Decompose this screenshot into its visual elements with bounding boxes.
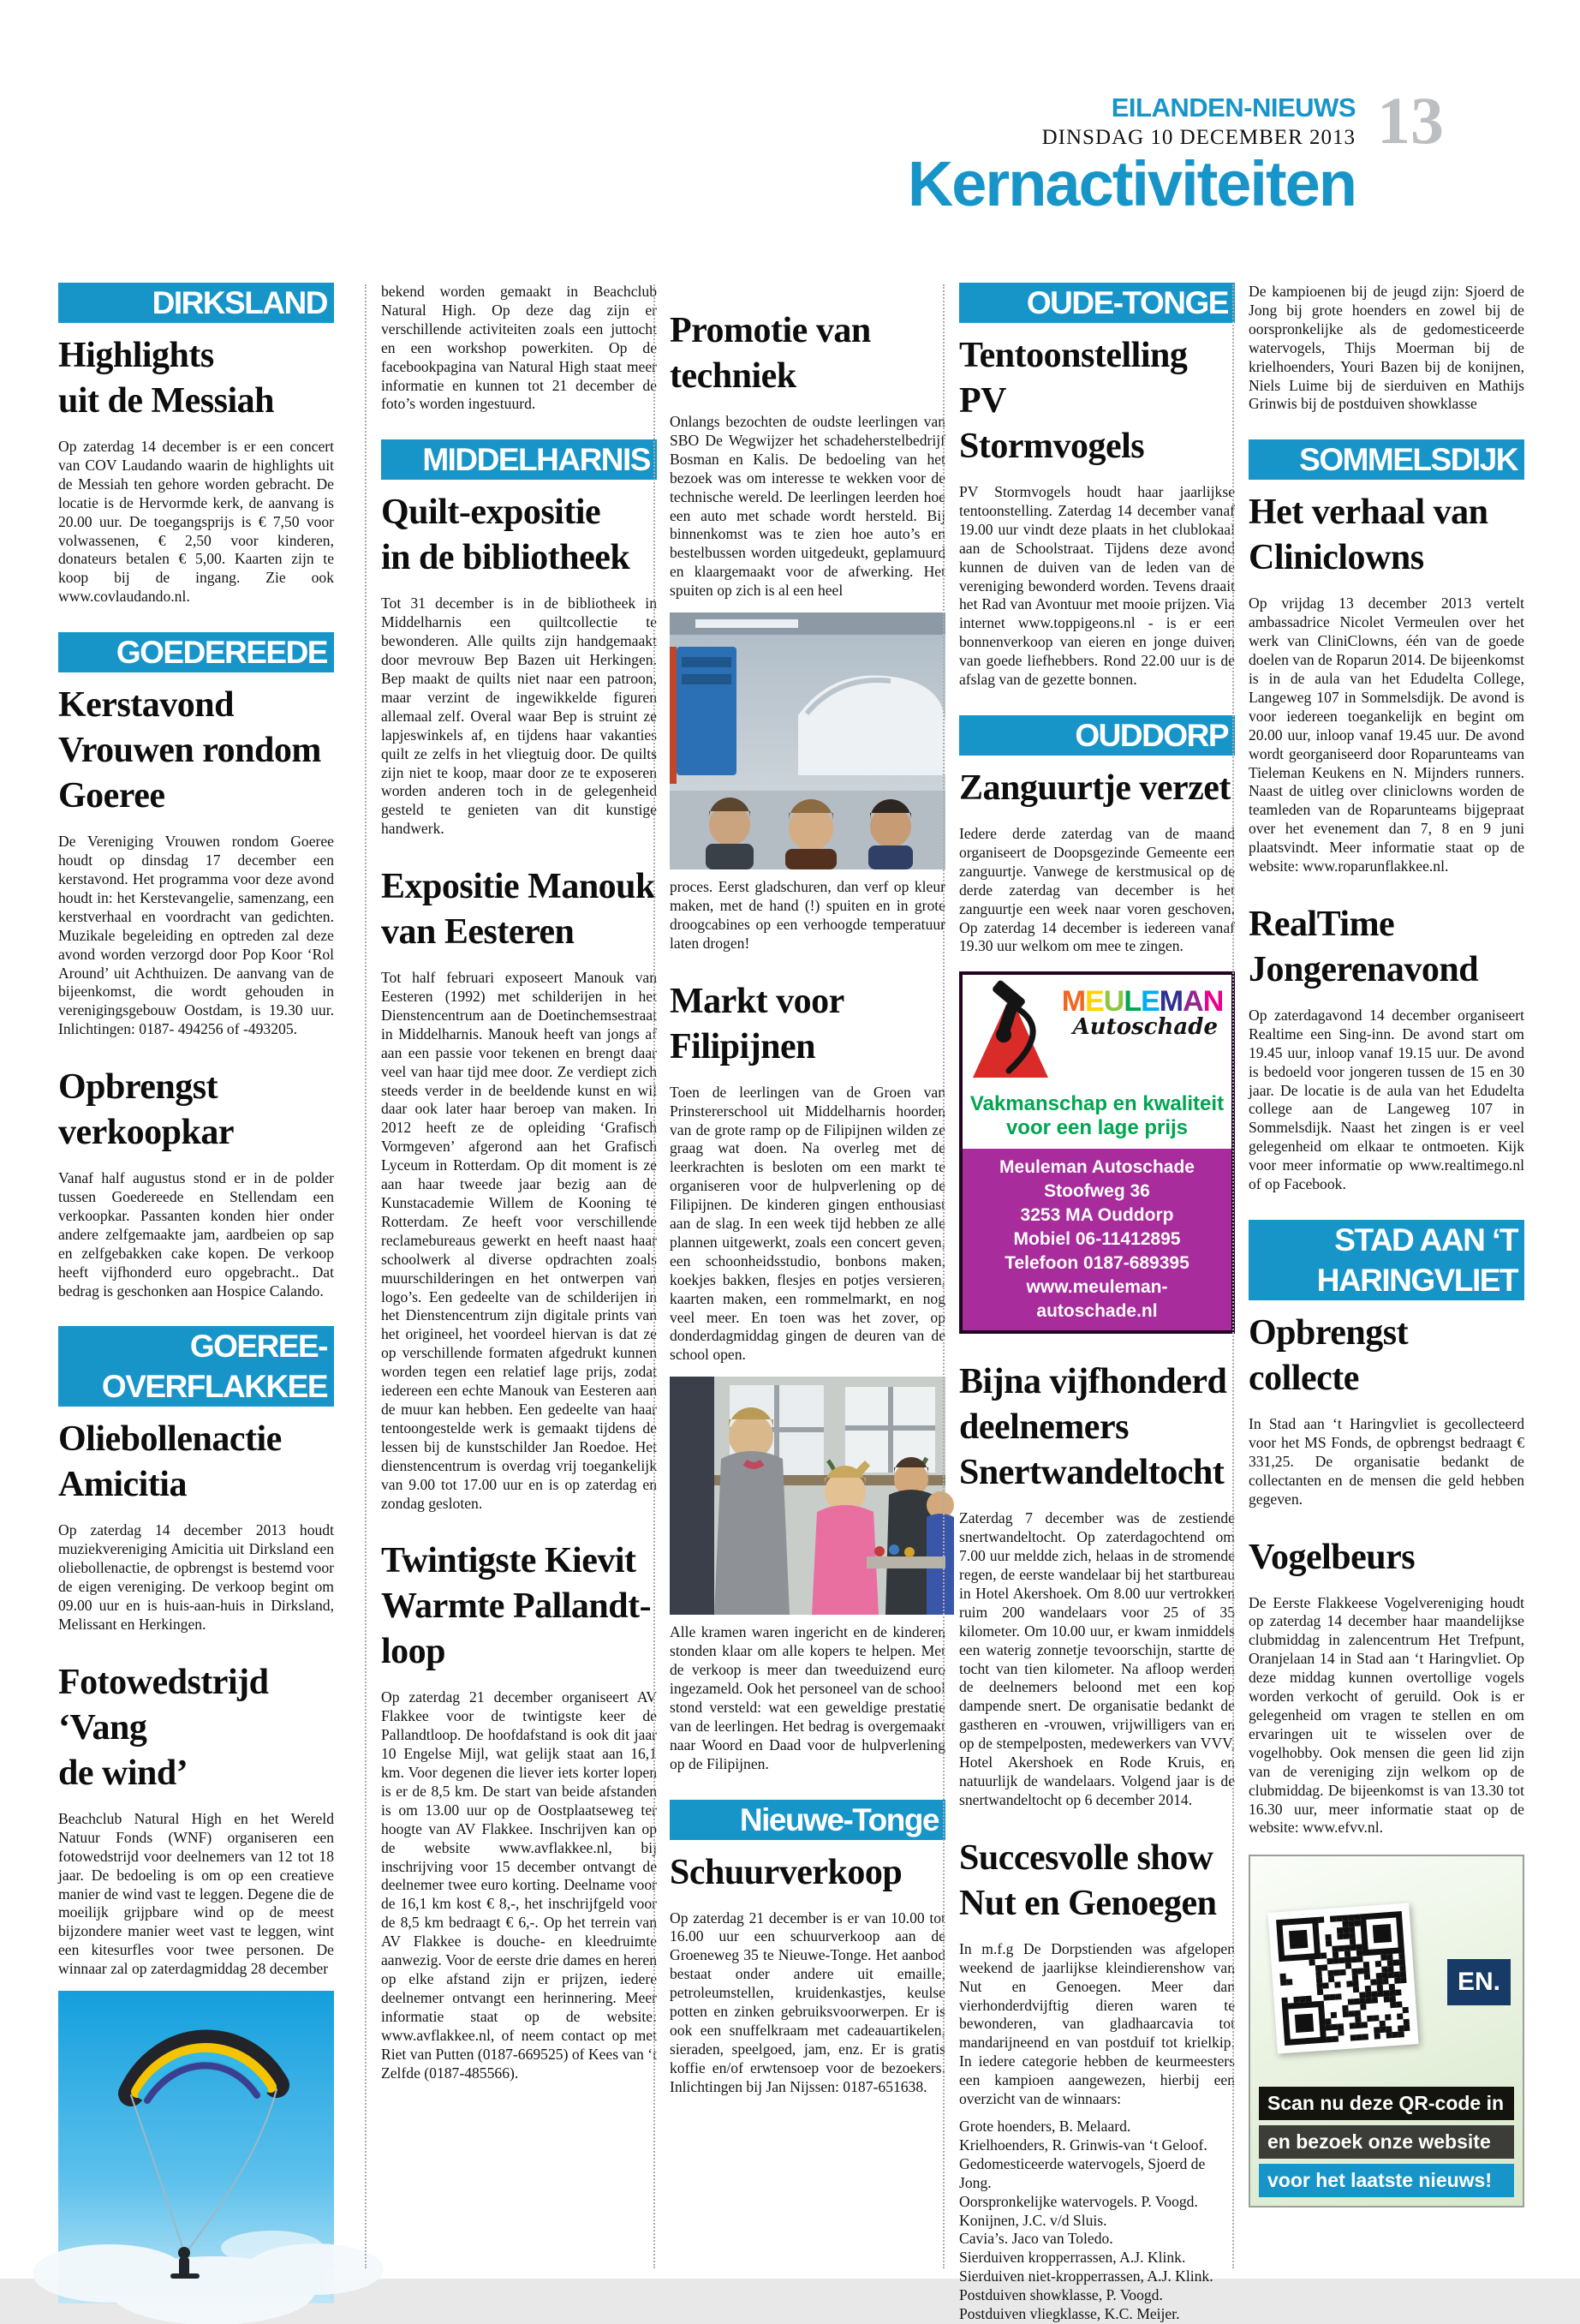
article-heading-line: techniek xyxy=(670,356,796,396)
meuleman-brand-letter: M xyxy=(1159,985,1184,1019)
region-banner-label: OUDE-TONGE xyxy=(1026,285,1228,320)
article-paragraph: Op zaterdag 21 december is er van 10.00 tot 16.00 uur een schuurverkoop aan de Groeneweg 35 te Nieuwe-Tonge. Het aanbod bestaat onder andere uit emaille, petroleumstellen, kruidenkastjes, keulse potten en zinken gebruiksvoorwerpen. Er is ook een snuffelkraam met cadeauartikelen, sieraden, speelgoed, jam, enz. Er is gratis koffie en/of erwtensoep voor de bezoekers. Inlichtingen bij Jan Nijssen: 0187-651638. xyxy=(670,1909,945,2095)
school-market-photo xyxy=(670,1377,945,1615)
article-heading-line: loop xyxy=(381,1632,446,1672)
article-paragraph: bekend worden gemaakt in Beachclub Natural High. Op deze dag zijn er verschillende activiteiten zoals een juttocht en een workshop powerkiten. Op de facebookpagina van Natural High staat meer informatie en kunnen tot 21 december de foto’s worden ingestuurd. xyxy=(381,283,657,413)
results-list-item: Gedomesticeerde watervogels, Sjoerd de Jong. xyxy=(959,2154,1206,2191)
article-heading xyxy=(58,683,334,819)
results-list-item: Sierduiven niet-kropperrassen, A.J. Klink. xyxy=(959,2267,1213,2285)
results-list-item: Oorspronkelijke watervogels. P. Voogd. xyxy=(959,2192,1198,2210)
article-paragraph: Onlangs bezochten de oudste leerlingen van SBO De Wegwijzer het schadeherstelbedrijf Bosman en Kalis. De bedoeling van het bezoek was om interesse te wekken voor de technische wereld. De leerlingen leerden hoe een auto met schade wordt hersteld. Bij binnenkomst was te zien hoe auto’s en bestelbussen worden uitgedeukt, geplamuurd en klaargemaakt voor de afwerking. Het spuiten op zich is al een heel xyxy=(670,413,945,600)
article-paragraph: Toen de leerlingen van de Groen van Prinstererschool uit Middelharnis hoorden van de grote ramp op de Filipijnen wilden ze graag wat doen. Na overleg met de leerkrachten is besloten om een markt te organiseren voor de hulpverlening op de Filipijnen. De kinderen gingen enthousiast aan de slag. In een week tijd hebben ze alle plannen uitgewerkt, zoals een concert geven, een schoonheidsstudio, bonbons maken, koekjes bakken, flesjes en potjes versieren, kaarten maken, een rommelmarkt, en nog veel meer. En toen was het zover, op donderdagmiddag gingen de deuren van de school open. xyxy=(670,1083,945,1364)
article-heading-line: uit de Messiah xyxy=(58,381,275,421)
meuleman-tagline-line: voor een lage prijs xyxy=(1005,1116,1189,1140)
region-banner xyxy=(959,283,1235,323)
article-heading-line: Fotowedstrijd ‘Vang xyxy=(58,1662,269,1747)
article-heading xyxy=(58,1065,334,1156)
article-heading-line: de wind’ xyxy=(58,1753,188,1793)
meuleman-brand-letter: L xyxy=(1124,985,1142,1019)
article-paragraph: Beachclub Natural High en het Wereld Natuur Fonds (WNF) organiseren een fotowedstrijd voor deelnemers van 12 tot 18 jaar. De bedoeling is om op een creatieve manier de wind vast te leggen. Degene die de moeilijk grijpbare wind op de meest bijzondere manier weet vast te leggen, wint een kitesurfles voor twee personen. De winnaar zal op zaterdagmiddag 28 december xyxy=(58,1809,334,1978)
meuleman-address-line: Stoofweg 36 xyxy=(1044,1181,1150,1202)
article-heading xyxy=(959,1359,1235,1496)
article-heading-line: Amicitia xyxy=(58,1465,187,1505)
meuleman-address-box xyxy=(963,1149,1231,1330)
article-heading-line: Jongerenavond xyxy=(1249,949,1479,989)
article-heading-line: Filipijnen xyxy=(670,1026,816,1066)
region-banner xyxy=(58,632,334,672)
article-paragraph: Tot 31 december is in de bibliotheek in Middelharnis een quiltcollectie te bewonderen. Alle quilts zijn handgemaakt door mevrouw Bep Bazen uit Herkingen. Bep maakt de quilts niet naar een patroon, maar verzint de ingewikkelde figuren allemaal zelf. Overal waar Bep is struint ze lapjeswinkels af, en tijdens haar vakanties quilt ze zelfs in het vliegtuig door. De quilts zijn niet te koop, maar door ze te exposeren worden anderen toch in de gelegenheid gesteld te genieten van dit kunstige handwerk. xyxy=(381,594,657,838)
column-5 xyxy=(1249,283,1524,2272)
column-1 xyxy=(58,283,334,2272)
masthead xyxy=(1042,93,1356,150)
results-list-item: Postduiven showklasse, P. Voogd. xyxy=(959,2286,1163,2304)
results-list-item: Sierduiven kropperrassen, A.J. Klink. xyxy=(959,2249,1186,2267)
meuleman-brand-block xyxy=(1058,982,1226,1040)
results-list-item: Postduiven vliegklasse, K.C. Meijer. xyxy=(959,2305,1180,2323)
section-title: Kernactiviteiten xyxy=(907,148,1356,219)
article-paragraph: proces. Eerst gladschuren, dan verf op kleur maken, met de hand (!) spuiten en in grote droogcabines op een verhoogde temperatuur laten drogen! xyxy=(670,878,945,952)
qr-ad-text-line: voor het laatste nieuws! xyxy=(1259,2164,1514,2197)
article-paragraph: Op zaterdag 14 december 2013 houdt muziekvereniging Amicitia uit Dirksland een oliebollenactie, de opbrengst is bestemd voor de eigen vereniging. De verkoop begint om 09.00 uur en is huis-aan-huis in Dirksland, Melissant en Herkingen. xyxy=(58,1521,334,1633)
article-paragraph: De Eerste Flakkeese Vogelvereniging houdt op zaterdag 14 december haar maandelijkse clubmiddag in zalencentrum Het Trefpunt, Oranjelaan 14 in Stad aan ‘t Haringvliet. Op deze middag kunnen overtollige vogels worden verkocht of geruild. Ook is er gelegenheid om vragen te stellen en om ervaringen uit te wisselen over de vogelhobby. Ook mensen die geen lid zijn van de vereniging zijn welkom op de clubmiddag. De bijeenkomst is van 13.30 tot 16.30 uur, meer informatie staat op de website: www.efvv.nl. xyxy=(1249,1593,1524,1837)
meuleman-brand-letter: U xyxy=(1103,985,1124,1019)
article-heading xyxy=(959,333,1235,469)
article-heading-line: Cliniclowns xyxy=(1249,538,1424,578)
article-heading-line: Quilt-expositie xyxy=(381,493,601,533)
article-paragraph: Alle kramen waren ingericht en de kinderen stonden klaar om alle kopers te helpen. Met de verkoop is meer dan tweeduizend euro ingezameld. Ook het personeel van de school stond versteld: wat een geweldige prestatie van de leerlingen. Het bedrag is overgemaakt naar Woord en Daad voor de hulpverlening op de Filipijnen. xyxy=(670,1623,945,1772)
region-banner-label: MIDDELHARNIS xyxy=(422,442,650,478)
article-heading xyxy=(1249,490,1524,581)
article-heading-line: in de bibliotheek xyxy=(381,538,630,578)
meuleman-address-line: Mobiel 06-11412895 xyxy=(1013,1229,1181,1250)
region-banner-label: GOEREE- xyxy=(189,1329,327,1365)
article-paragraph: De kampioenen bij de jeugd zijn: Sjoerd de Jong bij grote hoenders en zowel bij de oorspronkelijke als de gedomesticeerde watervogels, Thijs Moerman bij de krielhoenders, Youri Bazen bij de konijnen, Niels Luime bij de sierduiven en Mathijs Grinwis bij de postduiven showklasse xyxy=(1249,283,1524,413)
region-banner-label: GOEDEREEDE xyxy=(116,635,327,671)
qr-ad-text-bars xyxy=(1259,2082,1514,2197)
article-heading xyxy=(58,1417,334,1508)
article-heading-line: Expositie Manouk xyxy=(381,867,655,907)
article-heading-line: Highlights xyxy=(58,336,214,375)
region-banner xyxy=(959,715,1235,756)
column-separator xyxy=(943,284,945,2268)
article-paragraph: PV Stormvogels houdt haar jaarlijkse tentoonstelling. Zaterdag 14 december vanaf 19.00 uur vindt deze plaats in het clublokaal aan de Schoolstraat. Tijdens deze avond kunnen de duiven van de leden van de vereniging bewonderd worden. Tevens draait het Rad van Avontuur met mooie prijzen. Via internet www.toppigeons.nl - is er een bonnenverkoop van eieren en jonge duiven van goede liefhebbers. Rond 22.00 uur is de afslag van de gezette bonnen. xyxy=(959,483,1235,689)
page-number: 13 xyxy=(1377,83,1444,158)
qr-ad-text-line: Scan nu deze QR-code in xyxy=(1259,2087,1514,2120)
article-paragraph: Op zaterdag 14 december is er een concert van COV Laudando waarin de highlights uit de Messiah ten gehore worden gebracht. De locatie is de Hervormde kerk, de aanvang is 20.00 uur. De toegangsprijs is € 7,50 voor volwassenen, € 2,50 voor kinderen, donateurs betalen € 5,00. Kaarten zijn te koop bij de ingang. Zie ook www.covlaudando.nl. xyxy=(58,438,334,606)
article-heading-line: Markt voor xyxy=(670,981,844,1021)
meuleman-brand-name xyxy=(1058,985,1226,1019)
article-paragraph: In m.f.g De Dorpstienden was afgelopen weekend de jaarlijkse kleindierenshow van Nut en Genoegen. Meer dan vierhonderdvijftig dieren waren te bewonderen, van gladhaarcavia tot mandarijneend en van postduif tot krielkip. In iedere categorie hebben de keurmeesters een kampioen aangewezen, hierbij een overzicht van de winnaars: xyxy=(959,1939,1235,2108)
article-heading xyxy=(58,1660,334,1796)
meuleman-address-line: www.meuleman-autoschade.nl xyxy=(1026,1277,1168,1322)
region-banner-label: HARINGVLIET xyxy=(1316,1263,1517,1298)
article-heading xyxy=(1249,1535,1524,1580)
meuleman-brand-letter: A xyxy=(1183,985,1203,1019)
qr-ad-text-line: en bezoek onze website xyxy=(1259,2125,1514,2159)
results-list-item: Konijnen, J.C. v/d Sluis. xyxy=(959,2211,1107,2229)
article-heading xyxy=(381,490,657,581)
newspaper-logo: EILANDEN-NIEUWS xyxy=(1111,93,1356,122)
article-heading-line: Opbrengst xyxy=(58,1067,218,1108)
article-heading xyxy=(1249,1311,1524,1401)
meuleman-address-line: Telefoon 0187-689395 xyxy=(1005,1253,1189,1274)
article-paragraph: Op zaterdag 21 december organiseert AV Flakkee voor de twintigste keer de Pallandtloop. De hoofdafstand is ook dit jaar 10 Engelse Mijl, wat gelijk staat aan 16,1 km. Voor degenen die liever iets korter lopen is er de 8,5 km. De start van beide afstanden is om 13.00 uur op de Oostplaatseweg ter hoogte van AV Flakkee. Inschrijven kan op de website www.avflakkee.nl, bij inschrijving voor 15 december ontvangt de deelnemer twee euro korting. Deelname voor de 16,1 km kost € 8,-, het inschrijfgeld voor de 8,5 km bedraagt € 6,-. Op het terrein van AV Flakkee is douche- en kleedruimte aanwezig. Voor de eerste drie dames en heren op elke afstand zijn er prijzen, iedere deelnemer ontvangt een herinnering. Meer informatie staat op de website: www.avflakkee.nl, of neem contact op met Riet van Putten (0187-669525) of Kees van ‘t Zelfde (0187-485566). xyxy=(381,1688,657,2082)
article-heading-line: Snertwandeltocht xyxy=(959,1453,1225,1493)
article-heading-line: Goeree xyxy=(58,776,165,816)
article-heading-line: Warmte Pallandt- xyxy=(381,1586,652,1627)
article-heading xyxy=(381,864,657,955)
region-banner-label: Nieuwe-Tonge xyxy=(739,1801,939,1837)
workshop-visit-photo xyxy=(670,612,945,869)
article-paragraph: Zaterdag 7 december was de zestiende snertwandeltocht. Op zaterdagochtend om 7.00 uur meldde zich, helaas in de stromende regen, de eerste wandelaar bij het startbureau in Hotel Akershoek. Om 8.00 uur vertrokken ruim 200 wandelaars voor 25 of 35 kilometer. Om 10.00 uur, er kwam inmiddels een waterig zonnetje tevoorschijn, startte de tocht van tien kilometer. Na afloop werden de deelnemers beloond met een kop dampende snert. De organisatie bedankt de gastheren en -vrouwen, vrijwilligers van en op de stempelposten, medewerkers van VVV, Hotel Akershoek en Rode Kruis, en natuurlijk de wandelaars. Volgend jaar is de snertwandeltocht op 6 december 2014. xyxy=(959,1509,1235,1808)
region-banner xyxy=(58,1326,334,1407)
article-heading-line: Promotie van xyxy=(670,311,871,350)
region-banner xyxy=(58,283,334,323)
meuleman-ad-header xyxy=(963,975,1231,1087)
meuleman-brand-subtitle: Autoschade xyxy=(1072,1014,1218,1041)
region-banner-label: OUDDORP xyxy=(1075,717,1228,753)
article-heading-line: Het verhaal van xyxy=(1249,493,1488,533)
article-heading-line: Nut en Genoegen xyxy=(959,1883,1217,1923)
meuleman-tagline-line: Vakmanschap en kwaliteit xyxy=(969,1092,1225,1116)
article-heading-line: Kerstavond xyxy=(58,685,234,726)
region-banner-label: SOMMELSDIJK xyxy=(1299,442,1517,478)
article-heading xyxy=(670,1850,945,1896)
article-heading-line: Vrouwen rondom xyxy=(58,731,321,771)
meuleman-brand-letter: N xyxy=(1202,985,1224,1019)
article-heading-line: Oliebollenactie xyxy=(58,1419,282,1460)
qr-code xyxy=(1267,1903,1418,2054)
article-heading-line: RealTime xyxy=(1249,904,1395,944)
meuleman-brand-letter: M xyxy=(1061,985,1086,1019)
kite-surfing-photo xyxy=(58,1991,334,2303)
article-paragraph: Tot half februari exposeert Manouk van Eesteren (1992) met schilderijen in het Dienstencentrum aan de Doetinchemsestraat in Middelharnis. Manouk heeft van jongs af aan een passie voor tekenen en brengt daar veel van haar tijd mee door. Ze verdiept zich steeds verder in de beeldende kunst en wil daar ook later haar beroep van maken. In 2012 heeft ze de opleiding ‘Grafisch Vormgeven’ afgerond aan het Grafisch Lyceum in Rotterdam. Op dit moment is ze aan haar tweede jaar bezig aan de Kunstacademie Willem de Kooning te Rotterdam. Ze heeft voor verschillende reclamebureaus gewerkt en heeft naast haar schoolwerk al diverse opdrachten zoals muurschilderingen en het ontwerpen van logo’s. Een gedeelte van de schilderijen in het Dienstencentrum zijn digitale prints van het origineel, het voordeel hiervan is dat ze op verschillende formaten afgedrukt kunnen worden tegen een relatief lage prijs, zodat iedereen een echte Manouk van Eesteren aan de muur kan hebben. Een gedeelte van haar tentoongestelde werk is gemaakt tijdens de lessen bij de kunstschilder Jan Roedoe. Het dienstencentrum is overdag vrij toegankelijk van 9.00 tot 17.00 uur en is op zaterdag en zondag gesloten. xyxy=(381,969,657,1512)
article-heading-line: Twintigste Kievit xyxy=(381,1541,636,1581)
article-heading-line: verkoopkar xyxy=(58,1113,234,1153)
column-separator xyxy=(1232,284,1234,2268)
meuleman-tagline xyxy=(963,1087,1231,1149)
article-heading-line: Bijna vijfhonderd xyxy=(959,1362,1227,1402)
region-banner xyxy=(670,1800,945,1840)
article-paragraph: Op zaterdagavond 14 december organiseert Realtime een Sing-inn. De avond start om 19.45 uur, inloop vanaf 19.15 uur. De avond is bedoeld voor jongeren tussen de 15 en 30 jaar. De locatie is de aula van het Edudelta college aan de Langeweg 107 in Sommelsdijk. Naast het zingen is er veel gelegenheid om elkaar te ontmoeten. Kijk voor meer informatie op www.realtimego.nl of op Facebook. xyxy=(1249,1006,1524,1193)
meuleman-brand-letter: E xyxy=(1085,985,1104,1019)
article-paragraph: Op vrijdag 13 december 2013 vertelt ambassadrice Nicolet Vermeulen over het werk van CliniClowns, één van de goede doelen van de Roparun 2014. De bijeenkomst is in de aula van het Edudelta College, Langeweg 107 in Sommelsdijk. De avond is voor iedereen toegankelijk en begint om 20.00 uur, inloop vanaf 19.45 uur. De avond wordt georganiseerd door Roparunteams van Tieleman Keukens en N. Mijnders runners. Naast de uitleg over cliniclowns worden de teamleden van de Roparunteams bijgepraat over het evenement dan 7, 8 en 9 juni plaatsvindt. Meer informatie staat op de website: www.roparunflakkee.nl. xyxy=(1249,594,1524,875)
article-heading-line: van Eesteren xyxy=(381,912,575,953)
results-list-item: Cavia’s. Jaco van Toledo. xyxy=(959,2230,1113,2248)
results-list-item: Grote hoenders, B. Melaard. xyxy=(959,2117,1131,2135)
region-banner-label: STAD AAN ‘T xyxy=(1334,1222,1517,1258)
article-heading xyxy=(959,766,1235,811)
article-paragraph: Iedere derde zaterdag van de maand organiseert de Doopsgezinde Gemeente een zanguurtje. Vanwege de kerstmusical op de derde zaterdag van december is het zanguurtje een week naar voren geschoven. Op zaterdag 14 december is iedereen vanaf 19.30 uur welkom om mee te zingen. xyxy=(959,824,1235,955)
meuleman-address-line: Meuleman Autoschade xyxy=(999,1157,1195,1178)
results-list xyxy=(959,2118,1235,2324)
article-heading-line: Stormvogels xyxy=(959,427,1145,466)
article-paragraph: Vanaf half augustus stond er in de polder tussen Goedereede en Stellendam een verkoopkar. Passanten konden hier onder andere zelfgemaakte jam, aardbeien op sap en zelfgebakken cake kopen. De verkoop heeft vijfhonderd euro opgebracht.. Dat bedrag is geschonken aan Hospice Calando. xyxy=(58,1169,334,1299)
article-heading-line: Succesvolle show xyxy=(959,1837,1213,1878)
region-banner-label: OVERFLAKKEE xyxy=(101,1369,327,1405)
article-paragraph: De Vereniging Vrouwen rondom Goeree houdt op dinsdag 17 december een kerstavond. Het programma voor deze avond houdt in: het Kerstevangelie, samenzang, een kerstverhaal en voordracht van gedichten. Muzikale begeleiding en optreden zal deze avond worden verzorgd door Pop Koor ‘Rol Around’ uit Achthuizen. De aanvang van de bijeenkomst, die wordt gehouden in verenigingsgebouw Oostdam, is 19.30 uur. Inlichtingen: 0187- 494256 of -493205. xyxy=(58,833,334,1038)
region-banner xyxy=(1249,439,1524,480)
issue-date: DINSDAG 10 DECEMBER 2013 xyxy=(1041,126,1356,149)
article-heading-line: Opbrengst collecte xyxy=(1249,1313,1409,1398)
region-banner xyxy=(381,439,657,480)
column-4 xyxy=(959,283,1235,2323)
meuleman-brand-letter: E xyxy=(1141,985,1160,1019)
qr-website-ad xyxy=(1249,1855,1524,2208)
meuleman-address-line: 3253 MA Ouddorp xyxy=(1020,1205,1174,1226)
article-heading-line: Zanguurtje verzet xyxy=(959,768,1231,808)
article-heading xyxy=(381,1538,657,1675)
region-banner-label: DIRKSLAND xyxy=(152,285,327,320)
column-separator xyxy=(365,284,367,2268)
article-heading-line: Schuurverkoop xyxy=(670,1852,903,1892)
article-heading xyxy=(959,1836,1235,1927)
results-list-item: Krielhoenders, R. Grinwis-van ‘t Geloof. xyxy=(959,2136,1207,2154)
article-heading-line: Tentoonstelling PV xyxy=(959,336,1188,421)
article-heading xyxy=(670,308,945,399)
column-2 xyxy=(381,283,657,2272)
article-heading xyxy=(1249,902,1524,993)
article-heading-line: deelnemers xyxy=(959,1407,1129,1448)
spray-gun-logo-icon xyxy=(966,982,1058,1087)
article-paragraph: In Stad aan ‘t Haringvliet is gecollecteerd voor het MS Fonds, de opbrengst bedraagt € 331,25. De organisatie bedankt de collectanten en de mensen die geld hebben gegeven. xyxy=(1249,1415,1524,1508)
region-banner xyxy=(1249,1220,1524,1300)
article-heading xyxy=(58,333,334,424)
article-heading xyxy=(670,979,945,1070)
article-heading-line: Vogelbeurs xyxy=(1249,1537,1416,1577)
meuleman-ad xyxy=(959,971,1235,1334)
column-separator xyxy=(653,284,655,2268)
publisher-logo: EN. xyxy=(1447,1959,1511,2005)
column-3 xyxy=(670,283,945,2272)
